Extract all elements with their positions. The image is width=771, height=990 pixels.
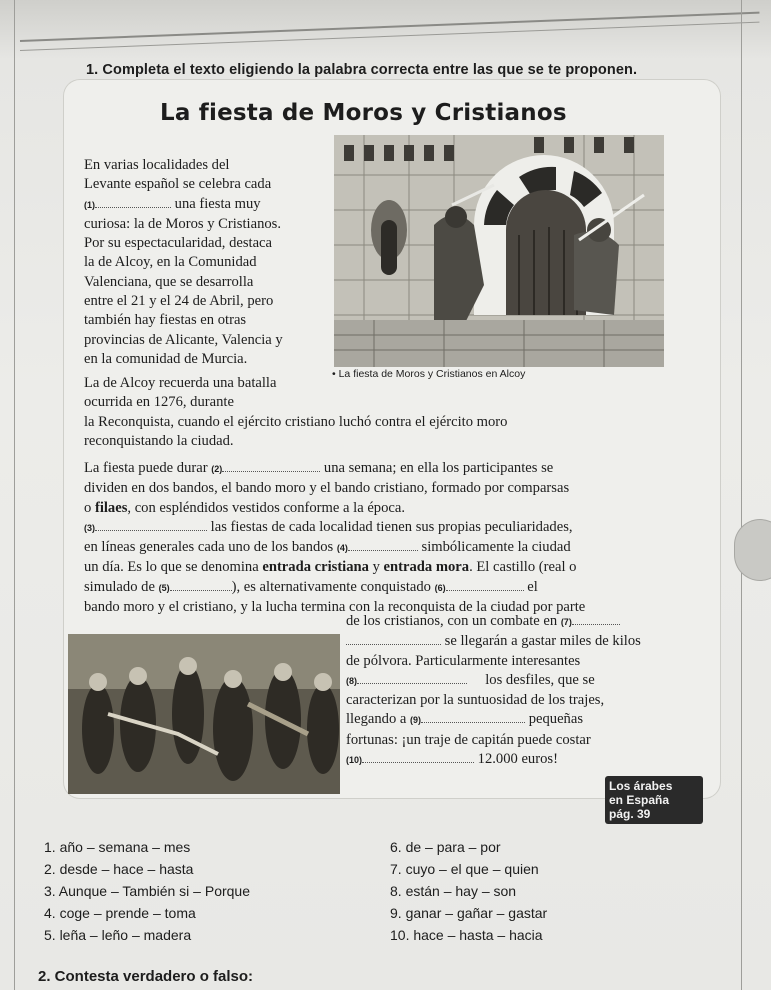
p3-line-5-end: simbólicamente la ciudad (421, 539, 571, 556)
reference-label-line-2: en España (609, 793, 670, 807)
p1-line-6: la de Alcoy, en la Comunidad (84, 254, 257, 271)
blank-mark-5: (5) (158, 582, 170, 593)
p3-line-2: dividen en dos bandos, el bando moro y el bando cristiano, formado por comparsas (84, 480, 570, 497)
blank-mark-1: (1) (84, 199, 95, 210)
p3-line-1-start: La fiesta puede durar (84, 460, 208, 476)
p3-line-1 (84, 459, 684, 479)
p3-line-1-end: una semana; en ella los participantes se (323, 460, 554, 476)
p3-line-16-text: 12.000 euros! (477, 751, 558, 768)
p3-line-3-rest: , con espléndidos vestidos conforme a la época. (127, 499, 405, 516)
blank-mark-10: (10) (346, 755, 363, 766)
paragraph-3 (84, 459, 684, 617)
p3-line-14-end: pequeñas (528, 711, 584, 728)
blank-5[interactable] (170, 579, 232, 591)
p2-line-1: La de Alcoy recuerda una batalla (84, 375, 277, 391)
p3-line-12-text: los desfiles, que se (485, 671, 595, 688)
p1-line-9: también hay fiestas en otras (84, 312, 247, 329)
p1-line-7: Valenciana, que se desarrolla (84, 273, 254, 290)
paragraph-2-end (84, 413, 704, 452)
option-1: 1. año – semana – mes (44, 839, 191, 855)
castle-photo-illustration (334, 135, 664, 367)
option-7: 7. cuyo – el que – quien (390, 861, 539, 877)
p3-line-5-start: en líneas generales cada uno de los bandos (84, 539, 334, 556)
p2-line-2: ocurrida en 1276, durante (84, 394, 234, 411)
blank-3[interactable] (95, 519, 207, 531)
p1-line-3-text: una fiesta muy (174, 195, 261, 212)
p3-line-9-text: de los cristianos, con un combate en (346, 613, 558, 629)
p3-line-9 (346, 612, 686, 632)
paragraph-3-right (346, 612, 686, 770)
p3-line-16 (346, 750, 686, 770)
p3-line-6: un día. Es lo que se denomina entrada cristiana y entrada mora. El castillo (real o (84, 559, 577, 576)
p3-line-3: o filaes, con espléndidos vestidos conforme a la época. (84, 499, 405, 516)
question-1-instruction: 1. Completa el texto eligiendo la palabra correcta entre las que se te proponen. (86, 62, 638, 78)
blank-6[interactable] (446, 579, 524, 591)
side-tab-marker (735, 520, 771, 580)
option-8: 8. están – hay – son (390, 883, 517, 899)
paragraph-1 (84, 156, 316, 369)
p3-line-5 (84, 538, 684, 558)
option-4: 4. coge – prende – toma (44, 905, 196, 921)
p3-line-12 (346, 671, 686, 691)
blank-mark-7: (7) (560, 617, 572, 627)
blank-10[interactable] (362, 751, 474, 763)
p2-line-3: la Reconquista, cuando el ejército cristiano luchó contra el ejército moro (84, 414, 508, 430)
p3-line-10 (346, 632, 686, 651)
blank-8[interactable] (357, 672, 467, 684)
option-6: 6. de – para – por (390, 839, 501, 855)
p1-line-10: provincias de Alicante, Valencia y (84, 331, 283, 348)
p2-line-4: reconquistando la ciudad. (84, 433, 234, 450)
p1-line-2: Levante español se celebra cada (84, 176, 272, 193)
blank-mark-2: (2) (211, 464, 223, 474)
filaes-term: filaes (94, 499, 128, 516)
caption-text: La fiesta de Moros y Cristianos en Alcoy (338, 368, 526, 380)
p3-line-4-text: las fiestas de cada localidad tienen sus propias peculiaridades, (210, 518, 573, 535)
p1-line-11: en la comunidad de Murcia. (84, 350, 248, 367)
castle-photo-caption: • La fiesta de Moros y Cristianos en Alcoy (332, 368, 526, 380)
options-right (390, 836, 547, 946)
p3-line-13: caracterizan por la suntuosidad de los trajes, (346, 692, 605, 709)
question-2-heading: 2. Contesta verdadero o falso: (38, 968, 254, 985)
p1-line-5: Por su espectacularidad, destaca (84, 235, 273, 252)
paragraph-2-start (84, 374, 324, 413)
margin-line-left (14, 0, 15, 990)
option-9: 9. ganar – gañar – gastar (390, 905, 548, 921)
p3-line-7 (84, 578, 684, 598)
p3-line-7-start: simulado de (84, 578, 155, 595)
blank-7[interactable] (572, 613, 620, 625)
option-3: 3. Aunque – También si – Porque (44, 883, 251, 899)
blank-mark-4: (4) (336, 543, 348, 554)
reference-label-page: pág. 39 (609, 807, 651, 821)
p1-line-8: entre el 21 y el 24 de Abril, pero (84, 293, 274, 310)
p3-line-7-mid: ), es alternativamente conquistado (231, 578, 431, 595)
blank-mark-8: (8) (346, 675, 357, 686)
parade-photo-illustration (68, 634, 340, 794)
p3-line-4 (84, 518, 684, 538)
blank-mark-3: (3) (84, 522, 95, 533)
p3-line-8: bando moro y el cristiano, y la lucha termina con la reconquista de la ciudad por parte (84, 599, 586, 616)
options-left (44, 836, 250, 946)
blank-mark-9: (9) (410, 715, 422, 726)
option-10: 10. hace – hasta – hacia (390, 927, 543, 943)
blank-7-cont[interactable] (346, 633, 441, 645)
blank-1[interactable] (95, 196, 171, 208)
p3-line-15: fortunas: ¡un traje de capitán puede costar (346, 731, 591, 748)
article-title: La fiesta de Moros y Cristianos (160, 100, 567, 126)
p3-line-14-start: llegando a (346, 711, 407, 728)
p1-line-3 (84, 195, 316, 215)
p3-line-10-text: se llegarán a gastar miles de kilos (444, 633, 641, 650)
castle-photo (334, 135, 664, 367)
p3-line-14 (346, 710, 686, 730)
p3-line-11: de pólvora. Particularmente interesantes (346, 652, 581, 669)
p1-line-1: En varias localidades del (84, 157, 230, 173)
blank-9[interactable] (421, 711, 525, 723)
reference-label-line-1: Los árabes (609, 779, 673, 793)
reference-label (605, 776, 703, 824)
margin-line-right (741, 0, 742, 990)
blank-4[interactable] (348, 539, 418, 551)
p1-line-4: curiosa: la de Moros y Cristianos. (84, 215, 281, 232)
p3-line-7-end: el (527, 578, 538, 595)
option-5: 5. leña – leño – madera (44, 927, 192, 943)
blank-mark-6: (6) (434, 582, 446, 593)
blank-2[interactable] (222, 460, 320, 472)
option-2: 2. desde – hace – hasta (44, 861, 194, 877)
parade-photo (68, 634, 340, 794)
